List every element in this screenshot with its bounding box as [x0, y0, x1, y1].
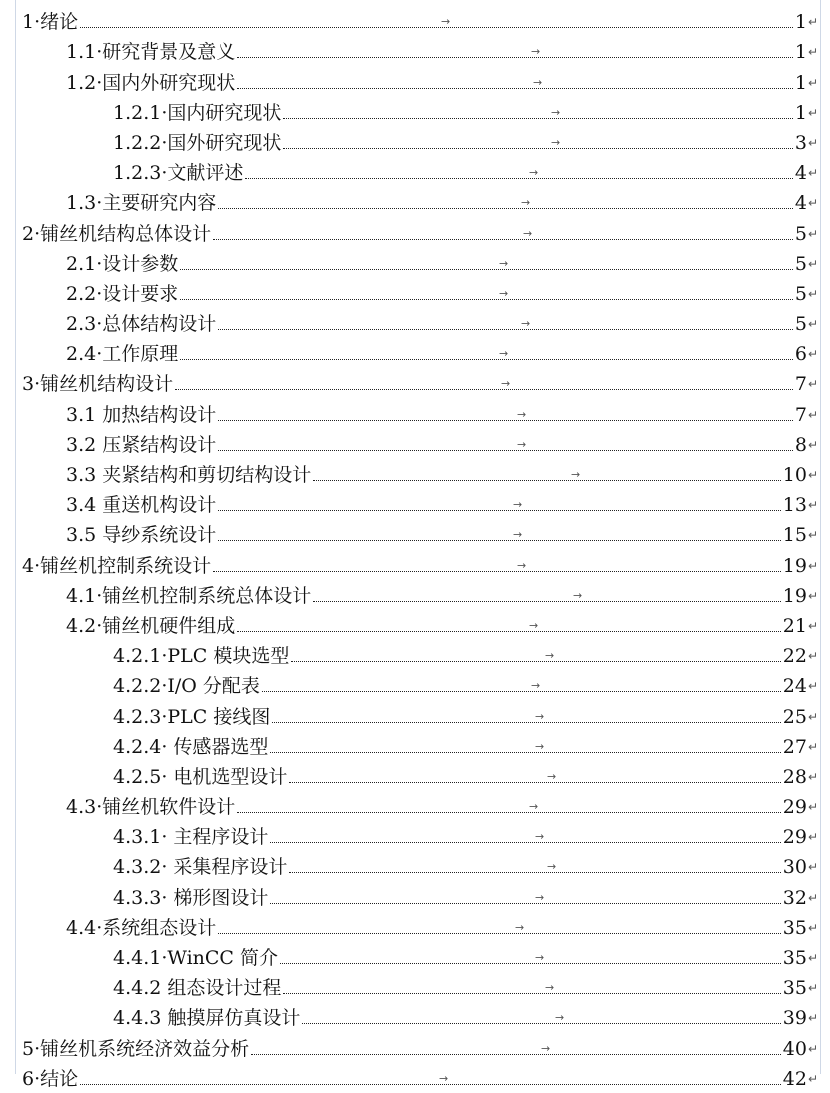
tab-mark-icon: →: [535, 951, 545, 964]
toc-page-number: 35: [782, 947, 807, 969]
toc-page-number: 5: [794, 313, 807, 336]
paragraph-mark-icon: ↵: [807, 105, 818, 120]
toc-entry[interactable]: [0, 791, 830, 821]
tab-mark-icon: →: [529, 800, 539, 814]
toc-entry[interactable]: [0, 1002, 830, 1032]
toc-entry[interactable]: [0, 308, 830, 338]
toc-dot-leader: [218, 208, 793, 209]
paragraph-mark-icon: ↵: [807, 45, 818, 60]
toc-entry[interactable]: [0, 97, 830, 127]
tab-mark-icon: →: [523, 226, 533, 240]
toc-entry-title: 3.4 重送机构设计: [66, 494, 217, 517]
paragraph-mark-icon: ↵: [807, 256, 818, 271]
toc-entry[interactable]: [0, 187, 830, 217]
toc-page-number: 1: [794, 41, 807, 64]
paragraph-mark-icon: ↵: [807, 618, 818, 633]
paragraph-mark-icon: ↵: [807, 709, 818, 724]
toc-entry[interactable]: [0, 157, 830, 187]
toc-dot-leader: [180, 299, 793, 300]
toc-entry-title: 2.4·工作原理: [66, 343, 179, 366]
toc-page-number: 19: [782, 554, 807, 577]
toc-dot-leader: [289, 782, 780, 783]
toc-page-number: 35: [782, 977, 807, 1000]
tab-mark-icon: →: [541, 1041, 551, 1055]
paragraph-mark-icon: ↵: [807, 15, 818, 30]
toc-dot-leader: [237, 631, 780, 632]
toc-entry[interactable]: [0, 127, 830, 157]
toc-entry-title: 3.3 夹紧结构和剪切结构设计: [66, 464, 312, 486]
tab-mark-icon: →: [513, 498, 523, 512]
toc-entry[interactable]: [0, 248, 830, 278]
tab-mark-icon: →: [551, 105, 561, 119]
toc-page-number: 3: [794, 131, 807, 154]
toc-page-number: 4: [794, 162, 807, 185]
tab-mark-icon: →: [547, 769, 557, 783]
toc-page-number: 1: [794, 71, 807, 94]
toc-page-number: 15: [782, 524, 807, 547]
toc-entry[interactable]: [0, 821, 830, 851]
toc-entry[interactable]: [0, 640, 830, 670]
toc-dot-leader: [270, 903, 780, 904]
tab-mark-icon: →: [517, 437, 527, 451]
toc-page-number: 24: [782, 675, 807, 698]
toc-entry[interactable]: [0, 36, 830, 66]
paragraph-mark-icon: ↵: [807, 468, 818, 482]
toc-entry[interactable]: [0, 429, 830, 459]
toc-page-number: 8: [794, 433, 807, 456]
tab-mark-icon: →: [545, 981, 555, 995]
paragraph-mark-icon: ↵: [807, 558, 818, 573]
toc-dot-leader: [262, 691, 781, 692]
toc-entry[interactable]: [0, 368, 830, 398]
toc-entry-title: 4·铺丝机控制系统设计: [22, 554, 212, 577]
tab-mark-icon: →: [513, 528, 523, 542]
toc-dot-leader: [283, 118, 792, 119]
toc-entry[interactable]: [0, 217, 830, 247]
toc-page-number: 6: [794, 343, 807, 366]
toc-entry[interactable]: [0, 610, 830, 640]
toc-entry-title: 4.3·铺丝机软件设计: [66, 796, 236, 819]
toc-entry-title: 1.2.1·国内研究现状: [113, 101, 282, 124]
toc-entry-title: 4.4.3 触摸屏仿真设计: [113, 1007, 301, 1030]
toc-dot-leader: [283, 148, 792, 149]
paragraph-mark-icon: ↵: [807, 981, 818, 996]
paragraph-mark-icon: ↵: [807, 347, 818, 362]
toc-entry[interactable]: [0, 580, 830, 610]
toc-dot-leader: [272, 722, 780, 723]
tab-mark-icon: →: [521, 317, 531, 331]
paragraph-mark-icon: ↵: [807, 317, 818, 332]
toc-entry[interactable]: [0, 881, 830, 911]
toc-entry-title: 2.3·总体结构设计: [66, 313, 217, 336]
toc-page-number: 21: [782, 614, 807, 637]
paragraph-mark-icon: ↵: [807, 196, 818, 211]
toc-entry-title: 2.2·设计要求: [66, 282, 179, 305]
toc-entry-title: 4.3.2· 采集程序设计: [113, 856, 288, 879]
toc-dot-leader: [175, 389, 793, 390]
toc-page-number: 13: [782, 494, 807, 517]
toc-entry[interactable]: [0, 519, 830, 549]
paragraph-mark-icon: ↵: [807, 739, 818, 754]
paragraph-mark-icon: ↵: [807, 226, 818, 241]
toc-entry-title: 5·铺丝机系统经济效益分析: [22, 1037, 250, 1060]
paragraph-mark-icon: ↵: [807, 75, 818, 90]
toc-entry[interactable]: [0, 489, 830, 519]
tab-mark-icon: →: [535, 830, 545, 844]
toc-dot-leader: [237, 57, 793, 58]
toc-entry-title: 1.1·研究背景及意义: [66, 41, 236, 64]
toc-dot-leader: [213, 239, 793, 240]
toc-entry-title: 4.3.3· 梯形图设计: [113, 886, 269, 909]
toc-dot-leader: [237, 812, 780, 813]
toc-entry[interactable]: [0, 972, 830, 1002]
toc-dot-leader: [280, 963, 781, 964]
toc-page-number: 7: [794, 403, 807, 426]
paragraph-mark-icon: ↵: [807, 588, 818, 603]
toc-entry-title: 4.3.1· 主程序设计: [113, 826, 269, 849]
toc-entry-title: 4.4·系统组态设计: [66, 916, 217, 939]
toc-dot-leader: [180, 269, 793, 270]
tab-mark-icon: →: [531, 679, 541, 693]
toc-dot-leader: [302, 1023, 780, 1024]
toc-page-number: 25: [782, 705, 807, 728]
toc-page-number: 1: [794, 11, 807, 34]
paragraph-mark-icon: ↵: [807, 679, 818, 694]
toc-entry-title: 1.3·主要研究内容: [66, 192, 217, 215]
toc-entry[interactable]: [0, 549, 830, 579]
toc-dot-leader: [218, 420, 793, 421]
toc-entry-title: 4.4.2 组态设计过程: [113, 977, 282, 1000]
tab-mark-icon: →: [439, 1071, 449, 1085]
toc-entry[interactable]: [0, 670, 830, 700]
toc-entry-title: 4.4.1·WinCC 简介: [113, 947, 279, 969]
paragraph-mark-icon: ↵: [807, 377, 818, 392]
toc-entry[interactable]: [0, 912, 830, 942]
toc-page-number: 5: [794, 282, 807, 305]
toc-entry[interactable]: [0, 338, 830, 368]
toc-page-number: 42: [782, 1067, 807, 1090]
toc-page-number: 10: [782, 464, 807, 486]
toc-dot-leader: [270, 752, 780, 753]
paragraph-mark-icon: ↵: [807, 649, 818, 664]
toc-dot-leader: [245, 178, 792, 179]
table-of-contents: [0, 6, 830, 1093]
toc-dot-leader: [313, 601, 780, 602]
paragraph-mark-icon: ↵: [807, 951, 818, 965]
paragraph-mark-icon: ↵: [807, 860, 818, 875]
tab-mark-icon: →: [517, 558, 527, 572]
toc-entry-title: 4.2.4· 传感器选型: [113, 735, 269, 758]
toc-page-number: 40: [782, 1037, 807, 1060]
toc-entry[interactable]: [0, 942, 830, 972]
toc-dot-leader: [80, 1084, 781, 1085]
paragraph-mark-icon: ↵: [807, 166, 818, 181]
toc-entry-title: 1.2.2·国外研究现状: [113, 131, 282, 154]
tab-mark-icon: →: [547, 860, 557, 874]
toc-entry-title: 4.2.5· 电机选型设计: [113, 765, 288, 788]
toc-entry-title: 4.2·铺丝机硬件组成: [66, 614, 236, 637]
toc-dot-leader: [270, 842, 780, 843]
toc-entry[interactable]: [0, 6, 830, 36]
tab-mark-icon: →: [535, 709, 545, 723]
toc-entry-title: 6·结论: [22, 1067, 79, 1090]
paragraph-mark-icon: ↵: [807, 498, 818, 513]
toc-page-number: 35: [782, 916, 807, 939]
paragraph-mark-icon: ↵: [807, 1071, 818, 1086]
toc-entry[interactable]: [0, 851, 830, 881]
toc-dot-leader: [218, 510, 780, 511]
tab-mark-icon: →: [535, 890, 545, 904]
toc-dot-leader: [218, 933, 780, 934]
toc-entry[interactable]: [0, 700, 830, 730]
paragraph-mark-icon: ↵: [807, 920, 818, 935]
toc-entry-title: 4.2.3·PLC 接线图: [113, 705, 271, 728]
paragraph-mark-icon: ↵: [807, 1011, 818, 1026]
toc-entry-title: 3.2 压紧结构设计: [66, 433, 217, 456]
toc-page-number: 19: [782, 584, 807, 607]
toc-entry[interactable]: [0, 278, 830, 308]
tab-mark-icon: →: [535, 739, 545, 753]
toc-page-number: 5: [794, 222, 807, 245]
toc-dot-leader: [283, 993, 780, 994]
toc-entry[interactable]: [0, 1063, 830, 1093]
toc-dot-leader: [289, 872, 780, 873]
toc-dot-leader: [313, 480, 780, 481]
tab-mark-icon: →: [441, 15, 451, 29]
tab-mark-icon: →: [533, 75, 543, 89]
tab-mark-icon: →: [501, 377, 511, 391]
toc-entry[interactable]: [0, 398, 830, 428]
tab-mark-icon: →: [499, 286, 509, 300]
toc-page-number: 29: [782, 796, 807, 819]
tab-mark-icon: →: [499, 256, 509, 270]
tab-mark-icon: →: [573, 588, 583, 602]
tab-mark-icon: →: [515, 920, 525, 934]
toc-dot-leader: [218, 450, 793, 451]
paragraph-mark-icon: ↵: [807, 407, 818, 422]
toc-entry-title: 1.2.3·文献评述: [113, 162, 244, 185]
toc-entry[interactable]: [0, 66, 830, 96]
toc-entry-title: 1·绪论: [22, 11, 79, 34]
tab-mark-icon: →: [531, 45, 541, 59]
toc-dot-leader: [218, 540, 780, 541]
toc-entry[interactable]: [0, 731, 830, 761]
toc-entry[interactable]: [0, 761, 830, 791]
toc-page-number: 28: [782, 765, 807, 788]
toc-page-number: 22: [782, 645, 807, 668]
toc-entry[interactable]: [0, 1032, 830, 1062]
toc-entry-title: 4.2.1·PLC 模块选型: [113, 645, 290, 668]
paragraph-mark-icon: ↵: [807, 890, 818, 905]
toc-page-number: 32: [782, 886, 807, 909]
toc-dot-leader: [213, 571, 781, 572]
paragraph-mark-icon: ↵: [807, 830, 818, 845]
toc-page-number: 27: [782, 735, 807, 758]
paragraph-mark-icon: ↵: [807, 528, 818, 543]
tab-mark-icon: →: [529, 166, 539, 180]
toc-page-number: 39: [782, 1007, 807, 1030]
toc-dot-leader: [180, 359, 793, 360]
paragraph-mark-icon: ↵: [807, 1041, 818, 1056]
toc-page-number: 7: [794, 373, 807, 396]
toc-dot-leader: [218, 329, 793, 330]
toc-dot-leader: [237, 88, 793, 89]
toc-page-number: 29: [782, 826, 807, 849]
paragraph-mark-icon: ↵: [807, 135, 818, 150]
toc-dot-leader: [251, 1054, 781, 1055]
tab-mark-icon: →: [555, 1011, 565, 1025]
paragraph-mark-icon: ↵: [807, 437, 818, 452]
toc-entry-title: 3·铺丝机结构设计: [22, 373, 174, 396]
tab-mark-icon: →: [517, 407, 527, 421]
toc-dot-leader: [80, 27, 793, 28]
toc-page-number: 1: [794, 101, 807, 124]
tab-mark-icon: →: [521, 196, 531, 210]
toc-dot-leader: [291, 661, 780, 662]
toc-entry-title: 3.5 导纱系统设计: [66, 524, 217, 547]
tab-mark-icon: →: [571, 468, 581, 481]
paragraph-mark-icon: ↵: [807, 800, 818, 815]
paragraph-mark-icon: ↵: [807, 769, 818, 784]
toc-entry-title: 3.1 加热结构设计: [66, 403, 217, 426]
toc-entry[interactable]: [0, 459, 830, 489]
tab-mark-icon: →: [499, 347, 509, 361]
paragraph-mark-icon: ↵: [807, 286, 818, 301]
toc-entry-title: 4.2.2·I/O 分配表: [113, 675, 260, 698]
toc-entry-title: 2.1·设计参数: [66, 252, 179, 275]
toc-page-number: 5: [794, 252, 807, 275]
toc-entry-title: 2·铺丝机结构总体设计: [22, 222, 212, 245]
toc-entry-title: 4.1·铺丝机控制系统总体设计: [66, 584, 312, 607]
toc-page-number: 4: [794, 192, 807, 215]
toc-page-number: 30: [782, 856, 807, 879]
tab-mark-icon: →: [545, 649, 555, 663]
tab-mark-icon: →: [551, 135, 561, 149]
toc-entry-title: 1.2·国内外研究现状: [66, 71, 236, 94]
tab-mark-icon: →: [529, 618, 539, 632]
